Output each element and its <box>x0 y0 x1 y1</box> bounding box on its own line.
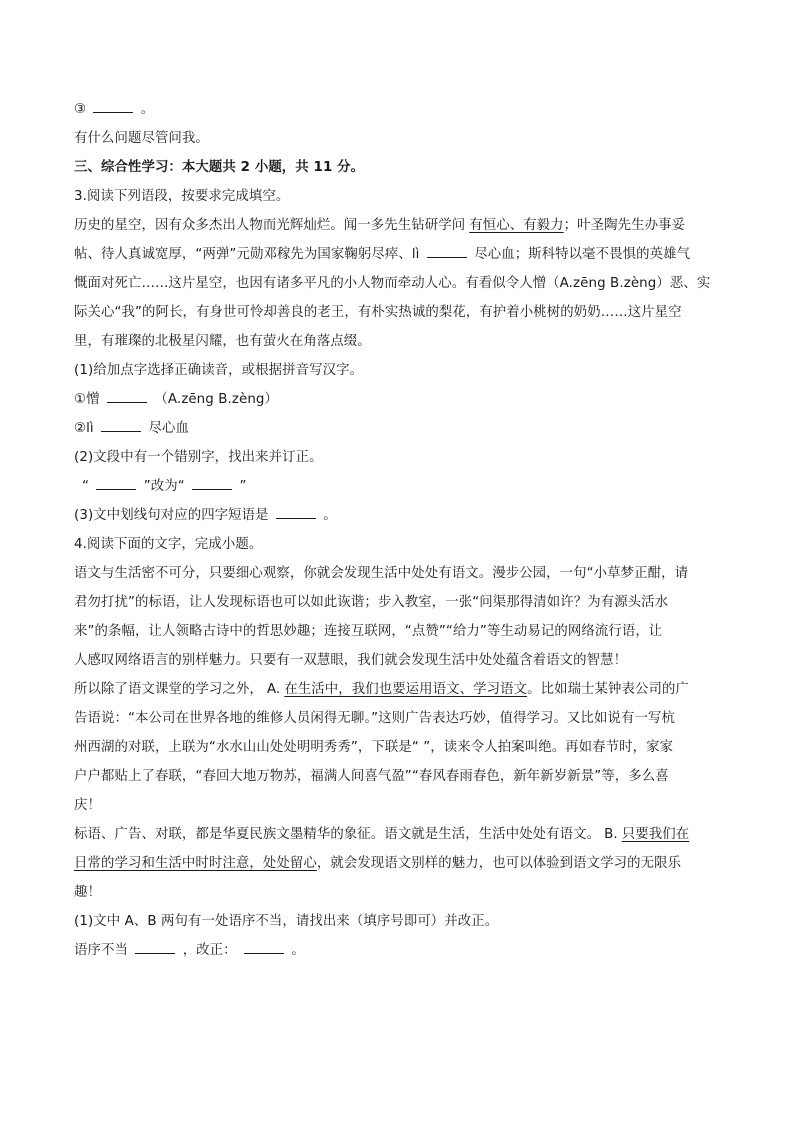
question-4-title: 4.阅读下面的文字，完成小题。 <box>74 537 263 552</box>
item-label: ②lì <box>74 421 94 436</box>
passage-line: 趣！ <box>74 885 101 900</box>
underlined-sentence: 只要我们在 <box>621 827 690 842</box>
passage-text: 尽心血；斯科特以毫不畏惧的英雄气 <box>474 247 691 262</box>
underlined-phrase: 有恒心、有毅力 <box>469 218 564 233</box>
answer-blank[interactable] <box>101 430 141 432</box>
passage-line: 来”的条幅，让人领略古诗中的哲思妙趣；连接互联网，“点赞”“给力”等生动易记的网络流行语，让 <box>74 624 663 639</box>
item-text: (3)文中划线句对应的四字短语是 <box>74 508 269 523</box>
passage-line: 际关心“我”的阿长，有身世可怜却善良的老王，有朴实热诚的梨花，有护着小桃树的奶奶……这片星空 <box>74 305 682 320</box>
item-label: ①憎 <box>74 392 100 407</box>
passage-line: 慨面对死亡……这片星空，也因有诸多平凡的小人物而牵动人心。有看似令人憎（A.zēng B.zèng）恶、实 <box>74 276 711 291</box>
question-3-title: 3.阅读下列语段，按要求完成填空。 <box>74 189 290 204</box>
passage-text: ，就会发现语文别样的魅力，也可以体验到语文学习的无限乐 <box>316 856 682 871</box>
sub-question-1-a <box>74 388 722 411</box>
passage-line <box>74 243 722 266</box>
answer-blank[interactable] <box>107 401 147 403</box>
sub-question-1: (1)文中 A、B 两句有一处语序不当，请找出来（填序号即可）并改正。 <box>74 914 499 929</box>
sentence-label: B. <box>604 827 618 842</box>
ask-line: 有什么问题尽管问我。 <box>74 131 209 146</box>
item-text: 尽心血 <box>148 421 189 436</box>
passage-text: 。比如瑞士某钟表公司的广 <box>527 682 689 697</box>
passage-line: 人感叹网络语言的别样魅力。只要有一双慧眼，我们就会发现生活中处处蕴含着语文的智慧！ <box>74 653 628 668</box>
passage-text: ；叶圣陶先生办事妥 <box>563 218 686 233</box>
passage-line <box>74 678 722 701</box>
punctuation: 。 <box>140 102 155 117</box>
answer-blank[interactable] <box>93 111 133 113</box>
item-text: （A.zēng B.zèng） <box>154 392 278 407</box>
answer-blank[interactable] <box>135 952 175 954</box>
answer-blank[interactable] <box>276 517 316 519</box>
sub-question-1-answer <box>74 939 722 962</box>
passage-text: 所以除了语文课堂的学习之外， <box>74 682 263 697</box>
answer-blank[interactable] <box>427 256 467 258</box>
sub-question-1: (1)给加点字选择正确读音，或根据拼音写汉字。 <box>74 363 364 378</box>
sub-question-2-answer <box>74 475 722 498</box>
punctuation: 。 <box>323 508 337 523</box>
sub-question-1-b <box>74 417 722 440</box>
sub-question-2: (2)文段中有一个错别字，找出来并订正。 <box>74 450 323 465</box>
passage-line <box>74 823 722 846</box>
passage-text: 历史的星空，因有众多杰出人物而光辉灿烂。闻一多先生钻研学问 <box>74 218 466 233</box>
section-heading: 三、综合性学习：本大题共 2 小题，共 11 分。 <box>74 160 365 175</box>
item-text: ，改正： <box>182 943 237 958</box>
passage-text: 标语、广告、对联，都是华夏民族文墨精华的象征。语文就是生活，生活中处处有语文。 <box>74 827 601 842</box>
passage-line <box>74 852 722 875</box>
answer-line-3 <box>74 98 722 121</box>
item-text: 语序不当 <box>74 943 128 958</box>
passage-line: 庆！ <box>74 798 101 813</box>
passage-text: 帖、待人真诚宽厚，“两弹”元勋邓稼先为国家鞠躬尽瘁、lì <box>74 247 420 262</box>
passage-line: 君勿打扰”的标语，让人发现标语也可以如此诙谐；步入教室，一张“问渠那得清如许？为有源头活水 <box>74 595 669 610</box>
answer-blank[interactable] <box>192 488 232 490</box>
document-page <box>74 98 722 968</box>
passage-line: 语文与生活密不可分，只要细心观察，你就会发现生活中处处有语文。漫步公园，一句“小草梦正酣，请 <box>74 566 689 581</box>
answer-blank[interactable] <box>96 488 136 490</box>
passage-line: 户户都贴上了春联，“春回大地万物苏，福满人间喜气盈”“春风春雨春色，新年新岁新景”等，多么喜 <box>74 769 669 784</box>
quote-open: “ <box>82 479 90 494</box>
underlined-sentence: 日常的学习和生活中时时注意，处处留心 <box>74 856 317 871</box>
answer-blank[interactable] <box>244 952 284 954</box>
passage-line: 告语说：“本公司在世界各地的维修人员闲得无聊。”这则广告表达巧妙，值得学习。又比如说有一写杭 <box>74 711 675 726</box>
punctuation: 。 <box>291 943 305 958</box>
sub-question-3 <box>74 504 722 527</box>
passage-line: 州西湖的对联，上联为“水水山山处处明明秀秀”，下联是“ ”，读来令人拍案叫绝。再如春节时，家家 <box>74 740 674 755</box>
passage-line <box>74 214 722 237</box>
sentence-label: A. <box>266 682 281 697</box>
quote-close: ” <box>239 479 247 494</box>
underlined-sentence: 在生活中，我们也要运用语文、学习语文 <box>284 682 528 697</box>
item-marker: ③ <box>74 102 87 117</box>
passage-line: 里，有璀璨的北极星闪耀，也有萤火在角落点缀。 <box>74 334 371 349</box>
item-text: ”改为“ <box>143 479 185 494</box>
